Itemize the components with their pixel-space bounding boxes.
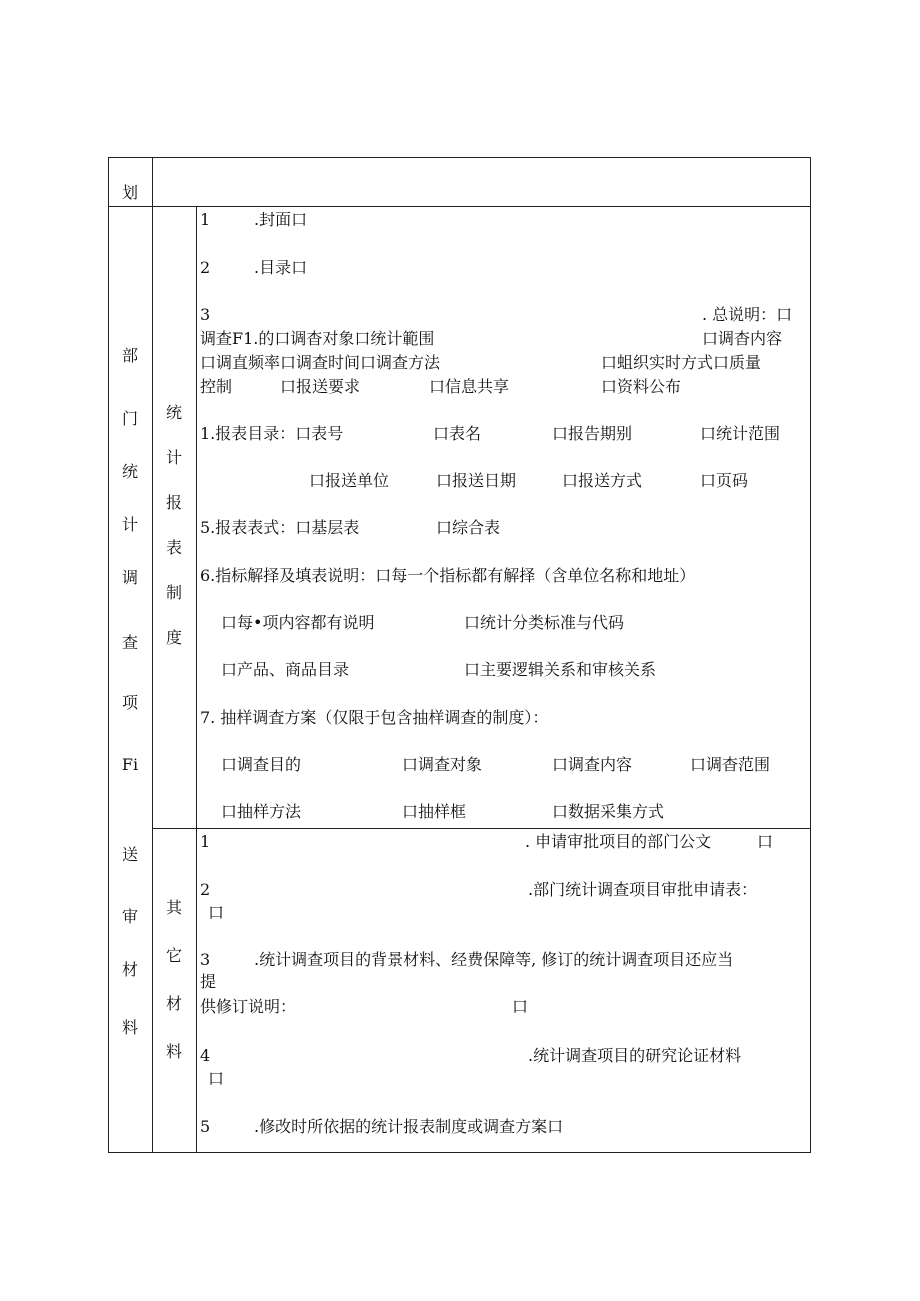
sampling-plan-item: 口抽样框 — [402, 802, 467, 821]
header-cell-text: 划 — [122, 183, 139, 202]
left-char: 门 — [121, 409, 138, 428]
item-number: 1 — [200, 832, 211, 851]
divider-col1 — [152, 157, 153, 1153]
divider-header — [108, 206, 811, 207]
report-catalog-item: 口报送单位 — [309, 471, 390, 490]
divider-section — [152, 828, 811, 829]
left-char: 统 — [121, 462, 138, 481]
sampling-plan-label: 7. 抽样调査方案（仅限于包含抽样调查的制度）： — [200, 708, 549, 727]
other-char: 料 — [165, 1042, 182, 1061]
item-number: 3 — [200, 305, 211, 324]
item-contents: .目录口 — [254, 258, 308, 277]
checkbox-mark: 口 — [208, 1069, 225, 1088]
report-catalog-label: 1.报表目录：口表号 — [200, 424, 344, 443]
left-char: Fi — [121, 755, 139, 774]
general-desc-line: 口资料公布 — [601, 377, 682, 396]
report-catalog-item: 口报送方式 — [562, 471, 643, 490]
left-char: 料 — [121, 1018, 138, 1037]
indicator-explain-item: 口每•项内容都有说明 — [221, 613, 375, 632]
item-number: 1 — [200, 210, 211, 229]
general-desc-line: 口报送要求 — [280, 377, 361, 396]
report-format-label: 5.报表表式：口基层表 — [200, 518, 360, 537]
other-material-item: .修改时所依据的统计报表制度或调查方案口 — [254, 1117, 564, 1136]
indicator-explain-label: 6.指标解择及填表说明：口每一个指标都有解择（含单位名称和地址） — [200, 566, 696, 585]
report-catalog-item: 口页码 — [700, 471, 749, 490]
checkbox-mark: 口 — [512, 997, 529, 1016]
report-catalog-item: 口报告期别 — [552, 424, 633, 443]
indicator-explain-item: 口统计分类标准与代码 — [464, 613, 625, 632]
left-char: 审 — [121, 907, 138, 926]
item-number: 4 — [200, 1046, 211, 1065]
general-desc-line: 调查F1.的口调杳对象口统计範围 — [200, 329, 435, 348]
other-material-continuation: 提 — [200, 972, 217, 991]
sampling-plan-item: 口调查目的 — [221, 755, 302, 774]
stat-char: 表 — [165, 538, 182, 557]
stat-char: 报 — [165, 493, 182, 512]
left-char: 调 — [121, 568, 138, 587]
left-char: 送 — [121, 845, 138, 864]
left-char: 项 — [121, 693, 138, 712]
checkbox-mark: 口 — [757, 832, 774, 851]
left-char: 材 — [121, 960, 138, 979]
stat-char: 制 — [165, 583, 182, 602]
sampling-plan-item: 口调查内容 — [552, 755, 633, 774]
indicator-explain-item: 口主要逻辑关系和审核关系 — [464, 660, 657, 679]
item-number: 2 — [200, 258, 211, 277]
other-material-item: .部门统计调查项目审批申请表： — [528, 880, 758, 899]
stat-char: 计 — [165, 448, 182, 467]
sampling-plan-item: 口数据采集方式 — [552, 802, 665, 821]
other-char: 其 — [165, 898, 182, 917]
report-format-item: 口综合表 — [436, 518, 501, 537]
indicator-explain-item: 口产品、商品目录 — [221, 660, 350, 679]
item-number: 3 — [200, 950, 211, 969]
sampling-plan-item: 口抽样方法 — [221, 802, 302, 821]
item-number: 5 — [200, 1117, 211, 1136]
left-char: 查 — [121, 633, 138, 652]
general-desc-line: 控制 — [200, 377, 233, 396]
other-material-item: .统计调查项目的研究论证材料 — [528, 1046, 742, 1065]
general-desc-line: 口信息共享 — [429, 377, 510, 396]
report-catalog-item: 口统计范围 — [700, 424, 781, 443]
other-material-item: . 申请审批项目的部门公文 — [525, 832, 712, 851]
item-cover: .封面口 — [254, 210, 308, 229]
general-desc-line: 口蛆织实时方式口质量 — [601, 353, 762, 372]
general-desc-line: 口调杳内容 — [702, 329, 783, 348]
sampling-plan-item: 口调查对象 — [402, 755, 483, 774]
report-catalog-item: 口表名 — [433, 424, 482, 443]
left-char: 部 — [121, 346, 138, 365]
item-general-desc: . 总说明：口 — [702, 305, 793, 324]
report-catalog-item: 口报送日期 — [436, 471, 517, 490]
sampling-plan-item: 口调杳范围 — [690, 755, 771, 774]
other-char: 它 — [165, 946, 182, 965]
stat-char: 统 — [165, 403, 182, 422]
other-material-item: .统计调查项目的背景材料、经费保障等, 修订的统计调査项目还应当 — [254, 950, 734, 969]
general-desc-line: 口调直频率口调查时间口调查方法 — [200, 353, 441, 372]
checkbox-mark: 口 — [208, 903, 225, 922]
item-number: 2 — [200, 880, 211, 899]
other-char: 材 — [165, 994, 182, 1013]
other-material-continuation: 供修订说明： — [200, 997, 297, 1016]
left-char: 计 — [121, 515, 138, 534]
stat-char: 度 — [165, 628, 182, 647]
divider-col2 — [196, 206, 197, 1153]
